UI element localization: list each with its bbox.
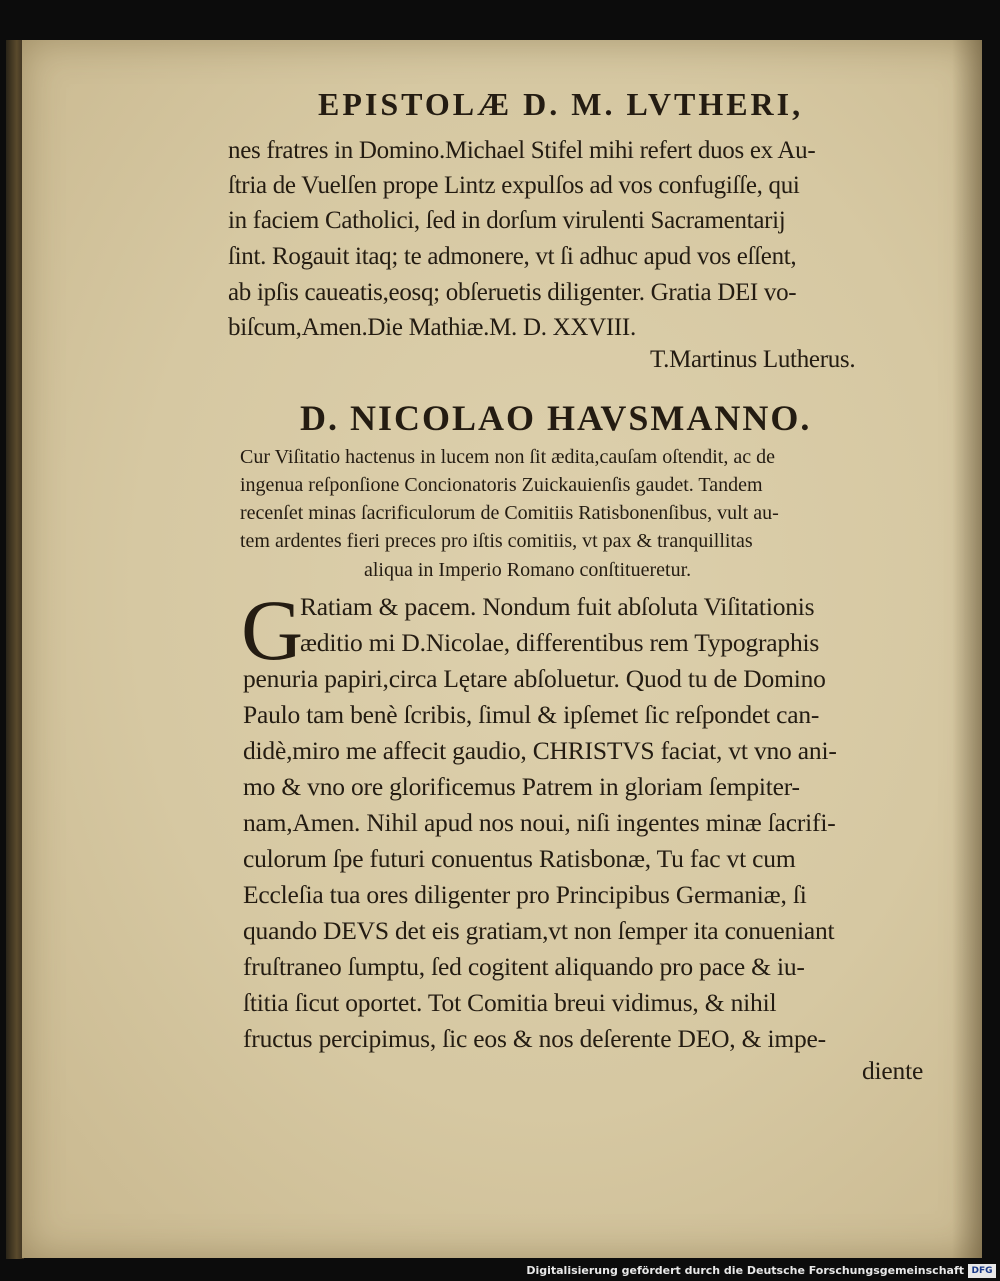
footer-bar [0,1259,1000,1281]
body-line: quando DEVS det eis gratiam,vt non ſemper ita conueniant [243,916,835,945]
body-line: mo & vno ore glorificemus Patrem in gloriam ſempiter- [243,772,800,801]
argument-line: aliqua in Imperio Romano conſtitueretur. [364,559,692,581]
dfg-logo-icon: DFG [968,1264,996,1278]
body-line: Eccleſia tua ores diligenter pro Principibus Germaniæ, ſi [243,880,807,909]
letter1-line: ab ipſis caueatis,eosq; obſeruetis diligenter. Gratia DEI vo- [228,279,797,306]
letter1-line: ſint. Rogauit itaq; te admonere, vt ſi adhuc apud vos eſſent, [228,243,797,270]
body-line: nam,Amen. Nihil apud nos noui, niſi ingentes minæ ſacrifi- [243,808,836,837]
signature: T.Martinus Lutherus. [650,346,856,373]
letter1-line: nes fratres in Domino.Michael Stifel mihi refert duos ex Au- [228,137,816,164]
argument-line: Cur Viſitatio hactenus in lucem non ſit ædita,cauſam oſtendit, ac de [240,446,775,468]
body-line: fruſtraneo ſumptu, ſed cogitent aliquando pro pace & iu- [243,952,805,981]
body-line: Ratiam & pacem. Nondum fuit abſoluta Viſitationis [300,592,815,621]
drop-cap: G [241,582,304,678]
body-line: culorum ſpe futuri conuentus Ratisbonæ, Tu fac vt cum [243,844,796,873]
argument-line: ingenua reſponſione Concionatoris Zuickauienſis gaudet. Tandem [240,474,763,496]
footer-credit: Digitalisierung gefördert durch die Deutsche Forschungsgemeinschaft [526,1264,964,1277]
letter1-line: in faciem Catholici, ſed in dorſum virulenti Sacramentarij [228,207,786,234]
body-line: fructus percipimus, ſic eos & nos deſerente DEO, & impe- [243,1024,826,1053]
letter1-line: ſtria de Vuelſen prope Lintz expulſos ad vos confugiſſe, qui [228,172,800,199]
body-line: didè,miro me affecit gaudio, CHRISTVS faciat, vt vno ani- [243,736,837,765]
body-line: Paulo tam benè ſcribis, ſimul & ipſemet ſic reſpondet can- [243,700,820,729]
letter1-line: biſcum,Amen.Die Mathiæ.M. D. XXVIII. [228,314,636,341]
body-line: æditio mi D.Nicolae, differentibus rem Typographis [300,628,820,657]
argument-line: recenſet minas ſacrificulorum de Comitiis Ratisbonenſibus, vult au- [240,502,779,524]
body-line: penuria papiri,circa Lętare abſoluetur. Quod tu de Domino [243,664,826,693]
running-head: EPISTOLÆ D. M. LVTHERI, [318,86,804,122]
catchword: diente [862,1056,924,1085]
letter-title: D. NICOLAO HAVSMANNO. [300,398,812,438]
body-line: ſtitia ſicut oportet. Tot Comitia breui vidimus, & nihil [243,988,777,1017]
argument-line: tem ardentes fieri preces pro iſtis comitiis, vt pax & tranquillitas [240,530,753,552]
